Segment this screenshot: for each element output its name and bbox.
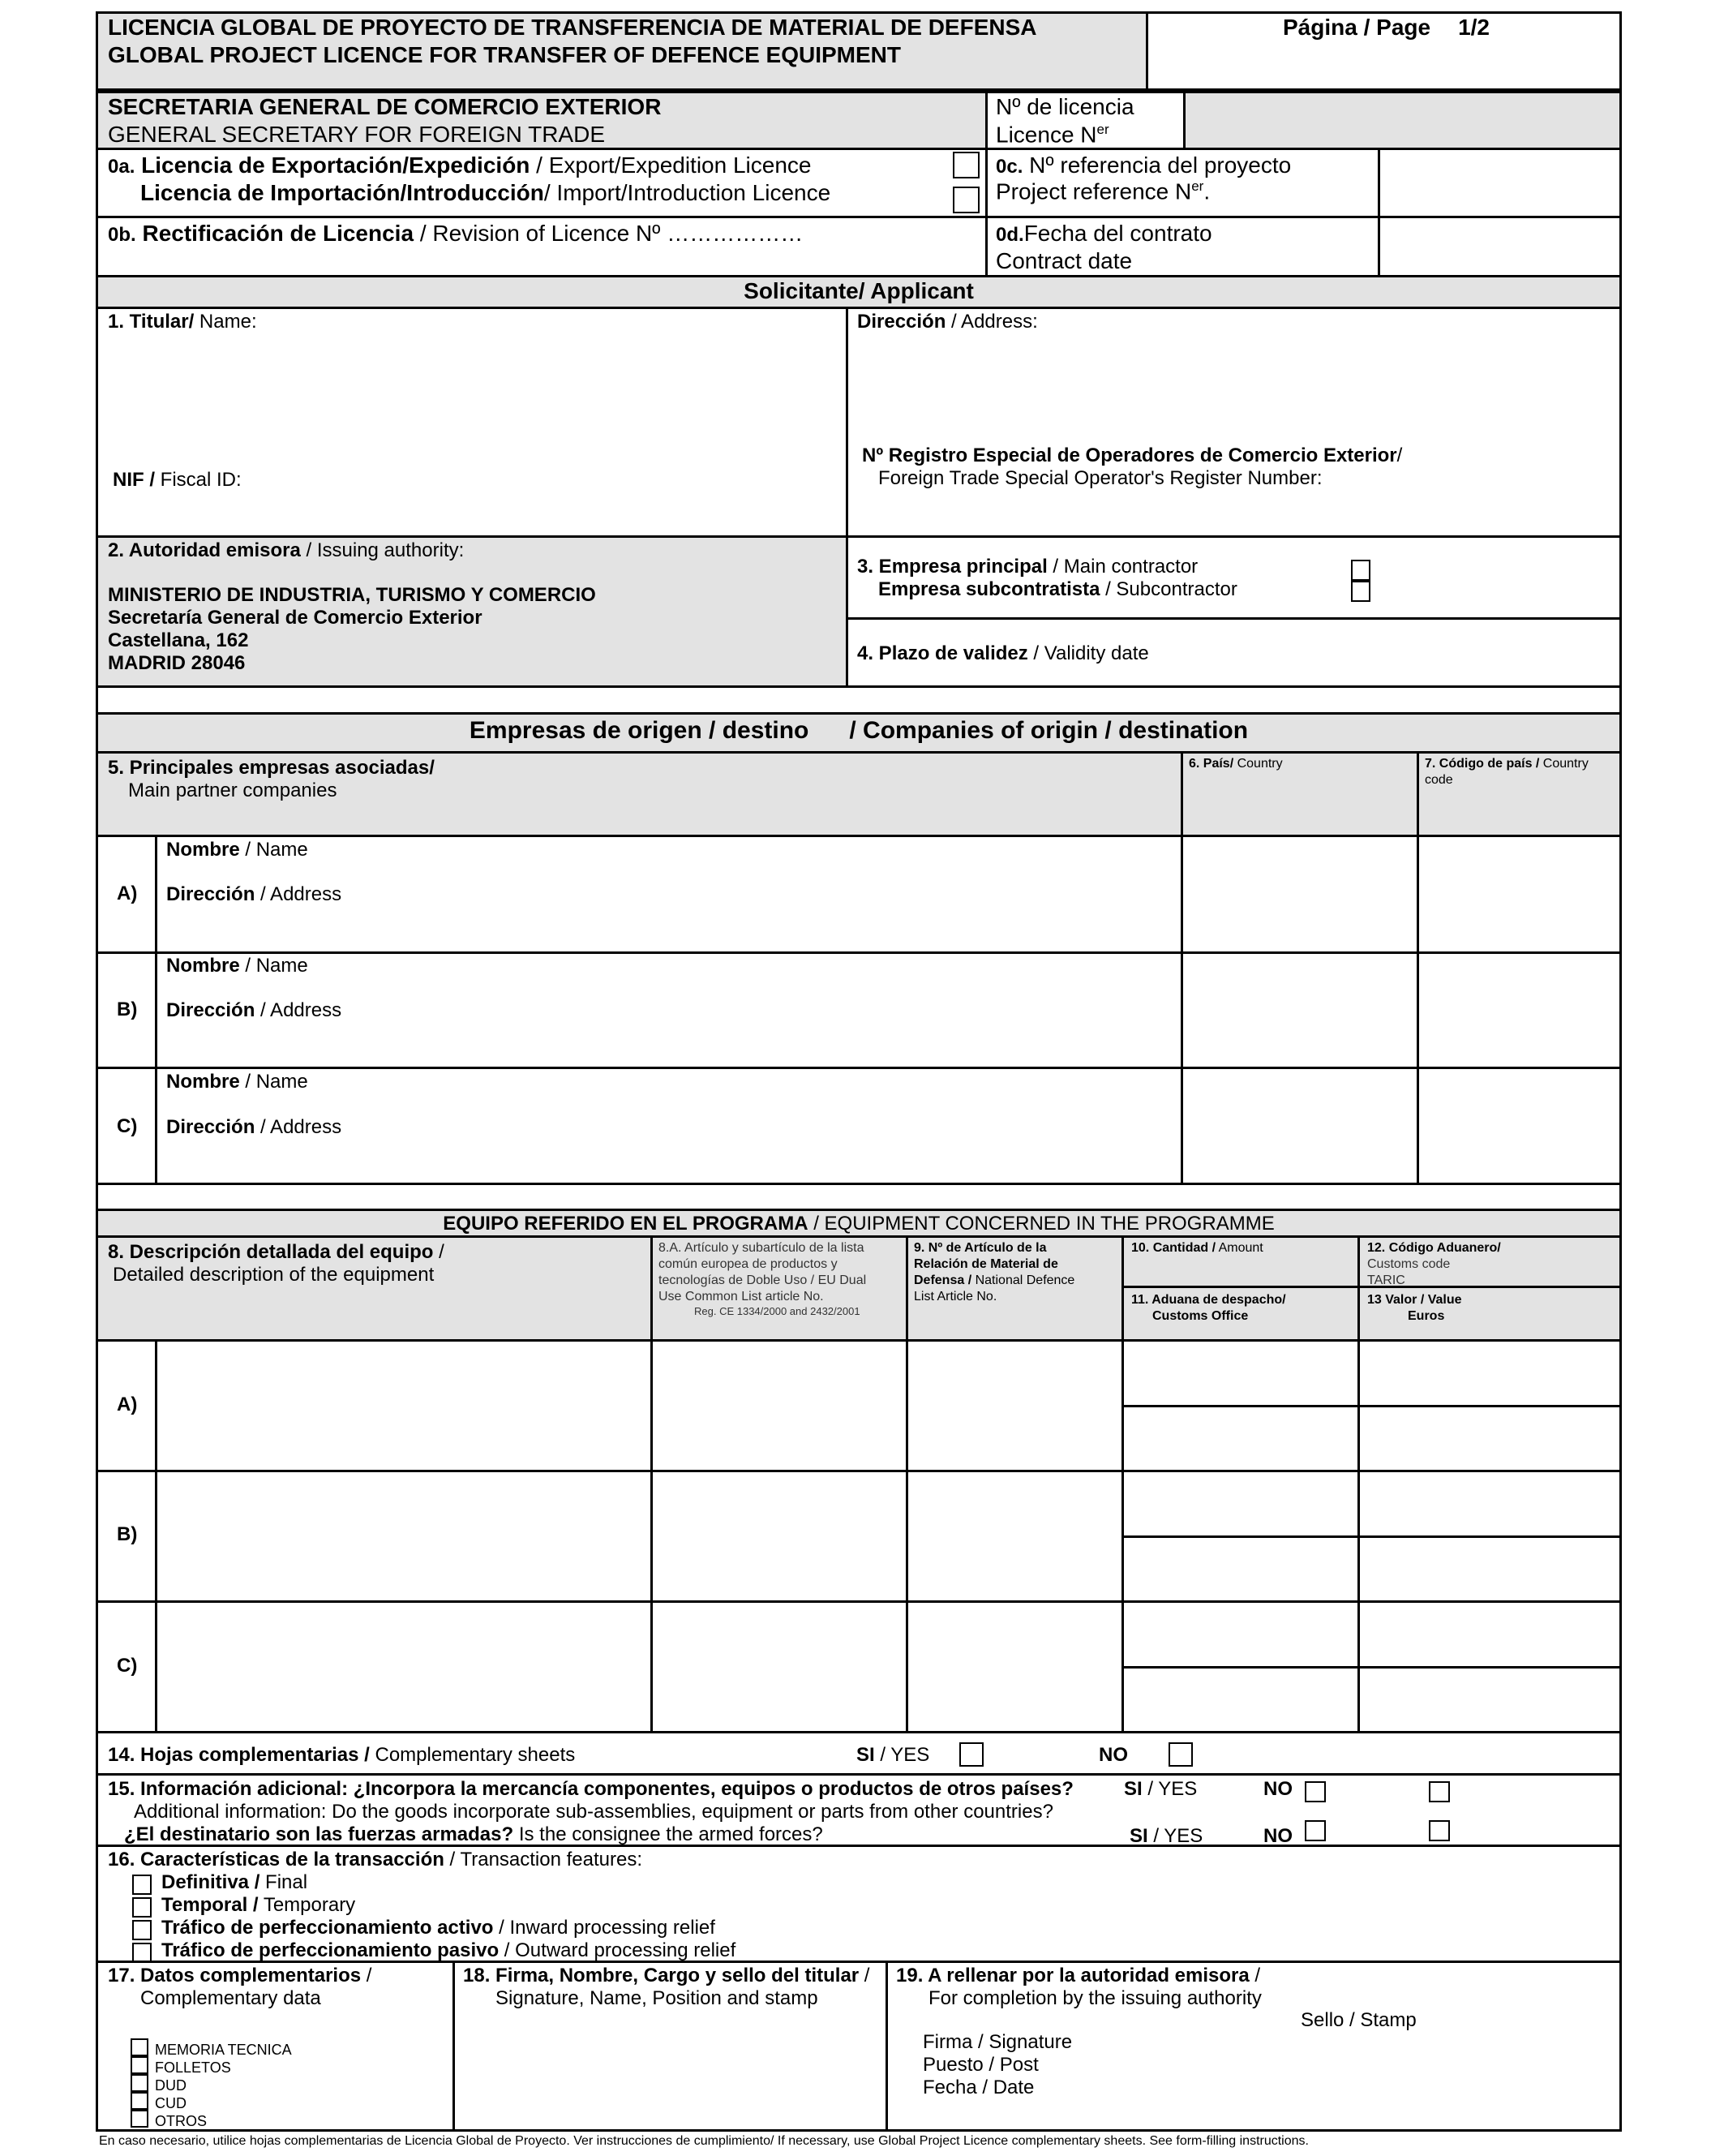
contract-date-field[interactable]	[1378, 216, 1622, 277]
contract-date-label-en: Contract date	[996, 248, 1133, 273]
equipment-row-c-customs-code-field[interactable]	[1357, 1600, 1622, 1669]
partner-companies-label-es: 5. Principales empresas asociadas/	[108, 757, 435, 779]
defence-list-article-label-1: 9. Nº de Artículo de la	[914, 1241, 1047, 1255]
equipment-row-a-customs-code-field[interactable]	[1357, 1339, 1622, 1407]
equipment-row-c-letter: C)	[117, 1655, 138, 1677]
foreign-components-yes-label: SI / YES	[1124, 1778, 1198, 1800]
register-number-label-en: Foreign Trade Special Operator's Register Number:	[878, 467, 1323, 489]
equipment-row-a-letter: A)	[117, 1394, 138, 1415]
company-row-a-code-field[interactable]	[1417, 835, 1622, 954]
additional-info-question-es: 15. Información adicional: ¿Incorpora la mercancía componentes, equipos o productos de otros países?	[108, 1778, 1074, 1800]
country-code-label-line2: code	[1425, 773, 1453, 787]
additional-info-question-en: Additional information: Do the goods incorporate sub-assemblies, equipment or parts from other countries?	[134, 1801, 1053, 1823]
issuing-authority-line-3: Castellana, 162	[108, 629, 249, 651]
customs-code-label-1: 12. Código Aduanero/	[1367, 1241, 1501, 1255]
issuing-signature-label: Firma / Signature	[923, 2031, 1073, 2053]
dual-use-article-label-1: 8.A. Artículo y subartículo de la lista	[658, 1241, 864, 1255]
applicant-section-title: Solicitante/ Applicant	[744, 278, 974, 303]
transaction-inward-label: Tráfico de perfeccionamiento activo / Inward processing relief	[161, 1917, 715, 1939]
partner-companies-label-en: Main partner companies	[128, 780, 337, 801]
dual-use-regulation-label: Reg. CE 1334/2000 and 2432/2001	[694, 1305, 860, 1317]
address-field[interactable]	[846, 307, 1622, 538]
foreign-components-yes-checkbox[interactable]	[1305, 1781, 1326, 1802]
company-row-b-code-field[interactable]	[1417, 951, 1622, 1069]
revision-label: 0b. Rectificación de Licencia / Revision of Licence Nº ………………	[108, 221, 804, 246]
register-number-label-es: Nº Registro Especial de Operadores de Comercio Exterior/	[862, 445, 1403, 466]
validity-date-label: 4. Plazo de validez / Validity date	[857, 642, 1149, 664]
companies-section-title: Empresas de origen / destino / Companies of origin / destination	[469, 717, 1249, 744]
customs-code-label-3: TARIC	[1367, 1273, 1405, 1287]
value-label-2: Euros	[1408, 1309, 1445, 1323]
equipment-row-c-defence-list-field[interactable]	[906, 1600, 1124, 1733]
issuing-post-label: Puesto / Post	[923, 2054, 1039, 2076]
form-title-en: GLOBAL PROJECT LICENCE FOR TRANSFER OF DEFENCE EQUIPMENT	[108, 42, 901, 67]
address-label: Dirección / Address:	[857, 311, 1038, 333]
company-row-b-letter: B)	[117, 999, 138, 1020]
transaction-inward-checkbox[interactable]	[132, 1920, 152, 1940]
brochures-checkbox[interactable]	[131, 2056, 148, 2074]
equipment-section-title: EQUIPO REFERIDO EN EL PROGRAMA / EQUIPMENT CONCERNED IN THE PROGRAMME	[443, 1213, 1275, 1235]
equipment-row-b-dual-use-field[interactable]	[650, 1470, 908, 1603]
equipment-row-b-letter: B)	[117, 1523, 138, 1545]
contract-date-label-es: 0d.Fecha del contrato	[996, 221, 1212, 246]
company-row-a-address-label: Dirección / Address	[166, 883, 342, 905]
equipment-row-a-amount-field[interactable]	[1121, 1339, 1360, 1407]
equipment-row-c-customs-office-field[interactable]	[1121, 1666, 1360, 1733]
company-row-c-name-label: Nombre / Name	[166, 1071, 308, 1093]
dual-use-article-label-3: tecnologías de Doble Uso / EU Dual	[658, 1273, 867, 1287]
equipment-row-a-customs-office-field[interactable]	[1121, 1405, 1360, 1472]
dud-checkbox[interactable]	[131, 2074, 148, 2092]
dual-use-article-label-2: común europea de productos y	[658, 1257, 838, 1271]
company-row-a-letter: A)	[117, 883, 138, 904]
company-row-b-country-field[interactable]	[1181, 951, 1419, 1069]
company-row-c-country-field[interactable]	[1181, 1067, 1419, 1185]
signature-label-en: Signature, Name, Position and stamp	[495, 1987, 818, 2009]
stamp-label: Sello / Stamp	[1301, 2009, 1417, 2031]
project-reference-label-en: Project reference $N^{er}$.	[996, 178, 1211, 204]
company-row-c-letter: C)	[117, 1115, 138, 1137]
form-title-es: LICENCIA GLOBAL DE PROYECTO DE TRANSFERENCIA DE MATERIAL DE DEFENSA	[108, 15, 1037, 40]
transaction-temporary-checkbox[interactable]	[132, 1897, 152, 1918]
equipment-row-b-description-field[interactable]	[155, 1470, 653, 1603]
transaction-outward-label: Tráfico de perfeccionamiento pasivo / Outward processing relief	[161, 1939, 736, 1961]
equipment-row-a-dual-use-field[interactable]	[650, 1339, 908, 1472]
transaction-temporary-label: Temporal / Temporary	[161, 1894, 356, 1916]
equipment-row-a-defence-list-field[interactable]	[906, 1339, 1124, 1472]
complementary-sheets-yes-label: SI / YES	[856, 1744, 930, 1766]
amount-label: 10. Cantidad / Amount	[1131, 1241, 1263, 1255]
export-licence-checkbox[interactable]	[953, 152, 980, 178]
equipment-row-b-value-field[interactable]	[1357, 1535, 1622, 1603]
equipment-description-label-en: Detailed description of the equipment	[113, 1264, 435, 1286]
complementary-sheets-yes-checkbox[interactable]	[959, 1742, 984, 1767]
equipment-row-b-defence-list-field[interactable]	[906, 1470, 1124, 1603]
signature-label: 18. Firma, Nombre, Cargo y sello del titular /	[463, 1965, 870, 1986]
licence-number-field[interactable]	[1183, 91, 1622, 150]
complementary-data-label-en: Complementary data	[140, 1987, 321, 2009]
complementary-data-label: 17. Datos complementarios /	[108, 1965, 372, 1986]
holder-field[interactable]	[96, 307, 848, 538]
subcontractor-label: Empresa subcontratista / Subcontractor	[878, 578, 1237, 600]
technical-report-label: MEMORIA TECNICA	[155, 2042, 292, 2058]
company-row-b-name-label: Nombre / Name	[166, 955, 308, 977]
footer-note: En caso necesario, utilice hojas complementarias de Licencia Global de Proyecto. Ver instrucciones de cumplimiento/ If necessary, use Global Project Licence complementary sheets. See form-filling instructions.	[99, 2134, 1309, 2148]
equipment-description-label-es: 8. Descripción detallada del equipo /	[108, 1241, 444, 1263]
issuing-authority-line-2: Secretaría General de Comercio Exterior	[108, 607, 482, 629]
export-licence-label: 0a. Licencia de Exportación/Expedición / Export/Expedition Licence	[108, 152, 812, 178]
armed-forces-yes-label: SI / YES	[1130, 1825, 1203, 1847]
technical-report-checkbox[interactable]	[131, 2038, 148, 2056]
company-row-a-country-field[interactable]	[1181, 835, 1419, 954]
defence-list-article-label-4: List Article No.	[914, 1290, 997, 1303]
cud-checkbox[interactable]	[131, 2092, 148, 2110]
spacer-row-2	[96, 1183, 1622, 1211]
foreign-components-no-label: NO	[1263, 1778, 1293, 1800]
transaction-final-label: Definitiva / Final	[161, 1871, 308, 1893]
complementary-sheets-no-label: NO	[1099, 1744, 1128, 1766]
equipment-row-c-dual-use-field[interactable]	[650, 1600, 908, 1733]
others-checkbox[interactable]	[131, 2110, 148, 2128]
issuing-completion-label: 19. A rellenar por la autoridad emisora /	[896, 1965, 1261, 1986]
transaction-final-checkbox[interactable]	[132, 1875, 152, 1895]
licence-number-label-en: Licence $N^{er}$	[996, 122, 1109, 148]
foreign-components-no-checkbox[interactable]	[1429, 1781, 1450, 1802]
spacer-row	[96, 685, 1622, 715]
issuing-date-label: Fecha / Date	[923, 2077, 1035, 2098]
customs-code-label-2: Customs code	[1367, 1257, 1451, 1271]
equipment-row-c-amount-field[interactable]	[1121, 1600, 1360, 1669]
subcontractor-checkbox[interactable]	[1351, 581, 1370, 602]
main-contractor-checkbox[interactable]	[1351, 560, 1370, 581]
licence-number-label-es: Nº de licencia	[996, 94, 1134, 119]
import-licence-label: Licencia de Importación/Introducción/ Import/Introduction Licence	[140, 180, 831, 205]
armed-forces-no-label: NO	[1263, 1825, 1293, 1847]
page-value: 1/2	[1458, 15, 1490, 40]
transaction-features-label: 16. Características de la transacción / Transaction features:	[108, 1849, 643, 1870]
project-reference-field[interactable]	[1378, 148, 1622, 218]
issuing-completion-label-en: For completion by the issuing authority	[928, 1987, 1262, 2009]
dud-label: DUD	[155, 2077, 187, 2094]
page-label: Página / Page 1/2	[1283, 15, 1490, 40]
company-row-c-address-label: Dirección / Address	[166, 1116, 342, 1138]
country-label: 6. País/ Country	[1189, 757, 1283, 771]
nif-label: NIF / Fiscal ID:	[113, 469, 242, 491]
company-row-a-name-label: Nombre / Name	[166, 839, 308, 861]
value-label-1: 13 Valor / Value	[1367, 1293, 1462, 1307]
others-label: OTROS	[155, 2113, 208, 2129]
equipment-row-b-customs-office-field[interactable]	[1121, 1535, 1360, 1603]
equipment-row-b-customs-code-field[interactable]	[1357, 1470, 1622, 1538]
brochures-label: FOLLETOS	[155, 2059, 231, 2076]
equipment-row-c-description-field[interactable]	[155, 1600, 653, 1733]
company-row-c-code-field[interactable]	[1417, 1067, 1622, 1185]
country-code-label: 7. Código de país / Country	[1425, 757, 1589, 771]
armed-forces-question: ¿El destinatario son las fuerzas armadas? Is the consignee the armed forces?	[124, 1823, 823, 1845]
customs-office-label-2: Customs Office	[1152, 1309, 1249, 1323]
company-row-b-address-label: Dirección / Address	[166, 999, 342, 1021]
cud-label: CUD	[155, 2095, 187, 2111]
equipment-row-b-amount-field[interactable]	[1121, 1470, 1360, 1538]
main-contractor-label: 3. Empresa principal / Main contractor	[857, 556, 1199, 578]
project-reference-label-es: 0c. Nº referencia del proyecto	[996, 152, 1292, 178]
holder-label: 1. Titular/ Name:	[108, 311, 257, 333]
defence-list-article-label-2: Relación de Material de	[914, 1257, 1058, 1271]
import-licence-checkbox[interactable]	[953, 187, 980, 213]
issuing-authority-label: 2. Autoridad emisora / Issuing authority:	[108, 539, 465, 561]
defence-list-article-label-3: Defensa / National Defence	[914, 1273, 1075, 1287]
equipment-row-a-description-field[interactable]	[155, 1339, 653, 1472]
armed-forces-yes-checkbox[interactable]	[1305, 1820, 1326, 1841]
complementary-sheets-label: 14. Hojas complementarias / Complementary sheets	[108, 1744, 576, 1766]
equipment-row-a-value-field[interactable]	[1357, 1405, 1622, 1472]
equipment-row-c-value-field[interactable]	[1357, 1666, 1622, 1733]
issuing-authority-line-4: MADRID 28046	[108, 652, 246, 674]
customs-office-label-1: 11. Aduana de despacho/	[1131, 1293, 1286, 1307]
secretaria-name-en: GENERAL SECRETARY FOR FOREIGN TRADE	[108, 122, 606, 147]
dual-use-article-label-4: Use Common List article No.	[658, 1290, 824, 1303]
complementary-sheets-no-checkbox[interactable]	[1169, 1742, 1193, 1767]
secretaria-name-es: SECRETARIA GENERAL DE COMERCIO EXTERIOR	[108, 94, 662, 119]
issuing-authority-line-1: MINISTERIO DE INDUSTRIA, TURISMO Y COMERCIO	[108, 584, 596, 606]
armed-forces-no-checkbox[interactable]	[1429, 1820, 1450, 1841]
